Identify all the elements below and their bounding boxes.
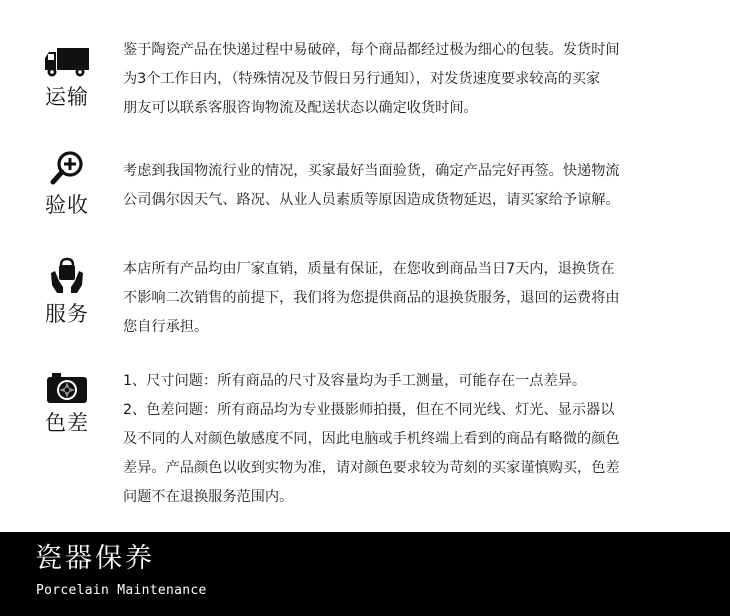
color-difference-icon-column xyxy=(36,372,98,436)
text-line: 及不同的人对颜色敏感度不同，因此电脑或手机终端上看到的商品有略微的颜色 xyxy=(123,431,620,447)
shipping-icon-column xyxy=(36,46,98,110)
text-line: 2、色差问题：所有商品均为专业摄影师拍摄，但在不同光线、灯光、显示器以 xyxy=(123,402,615,418)
text-line: 您自行承担。 xyxy=(123,319,209,335)
inspection-label: 验收 xyxy=(45,193,89,217)
color-difference-label: 色差 xyxy=(45,411,89,435)
text-line: 差异。产品颜色以收到实物为准，请对颜色要求较为苛刻的买家谨慎购买，色差 xyxy=(123,460,620,476)
inspection-icon-column xyxy=(36,150,98,218)
hands-bag-icon xyxy=(49,257,85,295)
truck-icon xyxy=(43,46,91,78)
porcelain-maintenance-banner xyxy=(0,532,730,616)
text-line: 问题不在退换服务范围内。 xyxy=(123,489,294,505)
service-label: 服务 xyxy=(45,302,89,326)
banner-subtitle: Porcelain Maintenance xyxy=(36,583,207,598)
text-line: 考虑到我国物流行业的情况，买家最好当面验货，确定产品完好再签。快递物流 xyxy=(123,163,620,179)
shipping-label: 运输 xyxy=(45,85,89,109)
camera-icon xyxy=(46,372,88,404)
shipping-text xyxy=(123,36,683,123)
text-line: 1、尺寸问题：所有商品的尺寸及容量均为手工测量，可能存在一点差异。 xyxy=(123,373,587,389)
magnifier-plus-icon xyxy=(49,150,85,186)
service-text xyxy=(123,255,683,342)
text-line: 本店所有产品均由厂家直销，质量有保证，在您收到商品当日7天内，退换货在 xyxy=(123,261,615,277)
text-line: 不影响二次销售的前提下，我们将为您提供商品的退换货服务，退回的运费将由 xyxy=(123,290,620,306)
inspection-text xyxy=(123,157,683,215)
banner-title: 瓷器保养 xyxy=(35,543,155,574)
text-line: 鉴于陶瓷产品在快递过程中易破碎，每个商品都经过极为细心的包装。发货时间 xyxy=(123,42,620,58)
service-icon-column xyxy=(36,257,98,327)
text-line: 为3个工作日内，（特殊情况及节假日另行通知），对发货速度要求较高的买家 xyxy=(123,71,601,87)
text-line: 公司偶尔因天气、路况、从业人员素质等原因造成货物延迟，请买家给予谅解。 xyxy=(123,192,620,208)
text-line: 朋友可以联系客服咨询物流及配送状态以确定收货时间。 xyxy=(123,100,478,116)
color-difference-text xyxy=(123,367,683,512)
